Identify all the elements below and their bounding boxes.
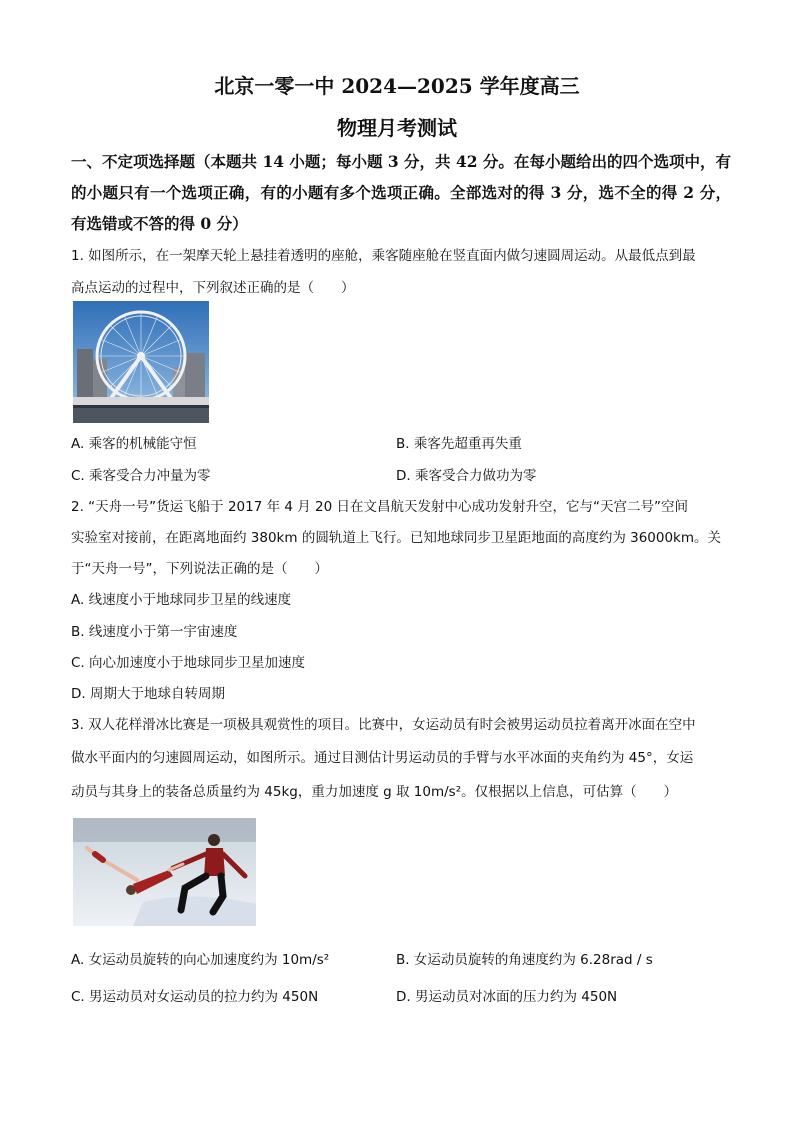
q3-stem-line-3: 动员与其身上的装备总质量约为 45kg，重力加速度 g 取 10m/s²。仅根据以上信息，可估算（ ） (71, 784, 678, 800)
figure-skating-photo (73, 818, 256, 926)
q2-stem-line-2: 实验室对接前，在距离地面约 380km 的圆轨道上飞行。已知地球同步卫星距地面的高度约为 36000km。关 (71, 530, 722, 546)
q1-option-d: D. 乘客受合力做功为零 (396, 468, 537, 484)
q3-option-a: A. 女运动员旋转的向心加速度约为 10m/s² (71, 952, 330, 968)
q1-option-b: B. 乘客先超重再失重 (396, 436, 522, 452)
q1-stem-line-2: 高点运动的过程中，下列叙述正确的是（ ） (71, 280, 355, 296)
q3-stem-line-1: 3. 双人花样滑冰比赛是一项极具观赏性的项目。比赛中，女运动员有时会被男运动员拉着离开冰面在空中 (71, 717, 696, 733)
q2-stem-line-1: 2. “天舟一号”货运飞船于 2017 年 4 月 20 日在文昌航天发射中心成功发射升空，它与“天宫二号”空间 (71, 499, 689, 515)
exam-subtitle: 物理月考测试 (337, 116, 457, 140)
q3-option-d: D. 男运动员对冰面的压力约为 450N (396, 989, 618, 1005)
section-instructions: 一、不定项选择题（本题共 14 小题；每小题 3 分，共 42 分。在每小题给出的四个选项中，有的小题只有一个选项正确，有的小题有多个选项正确。全部选对的得 3 分，选不全的得 2 分，有选错或不答的得 0 分） (71, 152, 731, 233)
q2-option-b: B. 线速度小于第一宇宙速度 (71, 624, 238, 640)
q2-option-a: A. 线速度小于地球同步卫星的线速度 (71, 592, 292, 608)
q3-stem-line-2: 做水平面内的匀速圆周运动，如图所示。通过目测估计男运动员的手臂与水平冰面的夹角约为 45°，女运 (71, 750, 694, 766)
q2-option-c: C. 向心加速度小于地球同步卫星加速度 (71, 655, 306, 671)
q1-option-a: A. 乘客的机械能守恒 (71, 436, 197, 452)
exam-title: 北京一零一中 2024—2025 学年度高三 (214, 74, 580, 98)
q1-stem-line-1: 1. 如图所示，在一架摩天轮上悬挂着透明的座舱，乘客随座舱在竖直面内做匀速圆周运动。从最低点到最 (71, 248, 696, 264)
q1-option-c: C. 乘客受合力冲量为零 (71, 468, 211, 484)
q2-option-d: D. 周期大于地球自转周期 (71, 686, 225, 702)
q3-option-b: B. 女运动员旋转的角速度约为 6.28rad / s (396, 952, 653, 968)
q2-stem-line-3: 于“天舟一号”，下列说法正确的是（ ） (71, 561, 328, 577)
ferris-wheel-photo (73, 301, 209, 423)
q3-option-c: C. 男运动员对女运动员的拉力约为 450N (71, 989, 319, 1005)
